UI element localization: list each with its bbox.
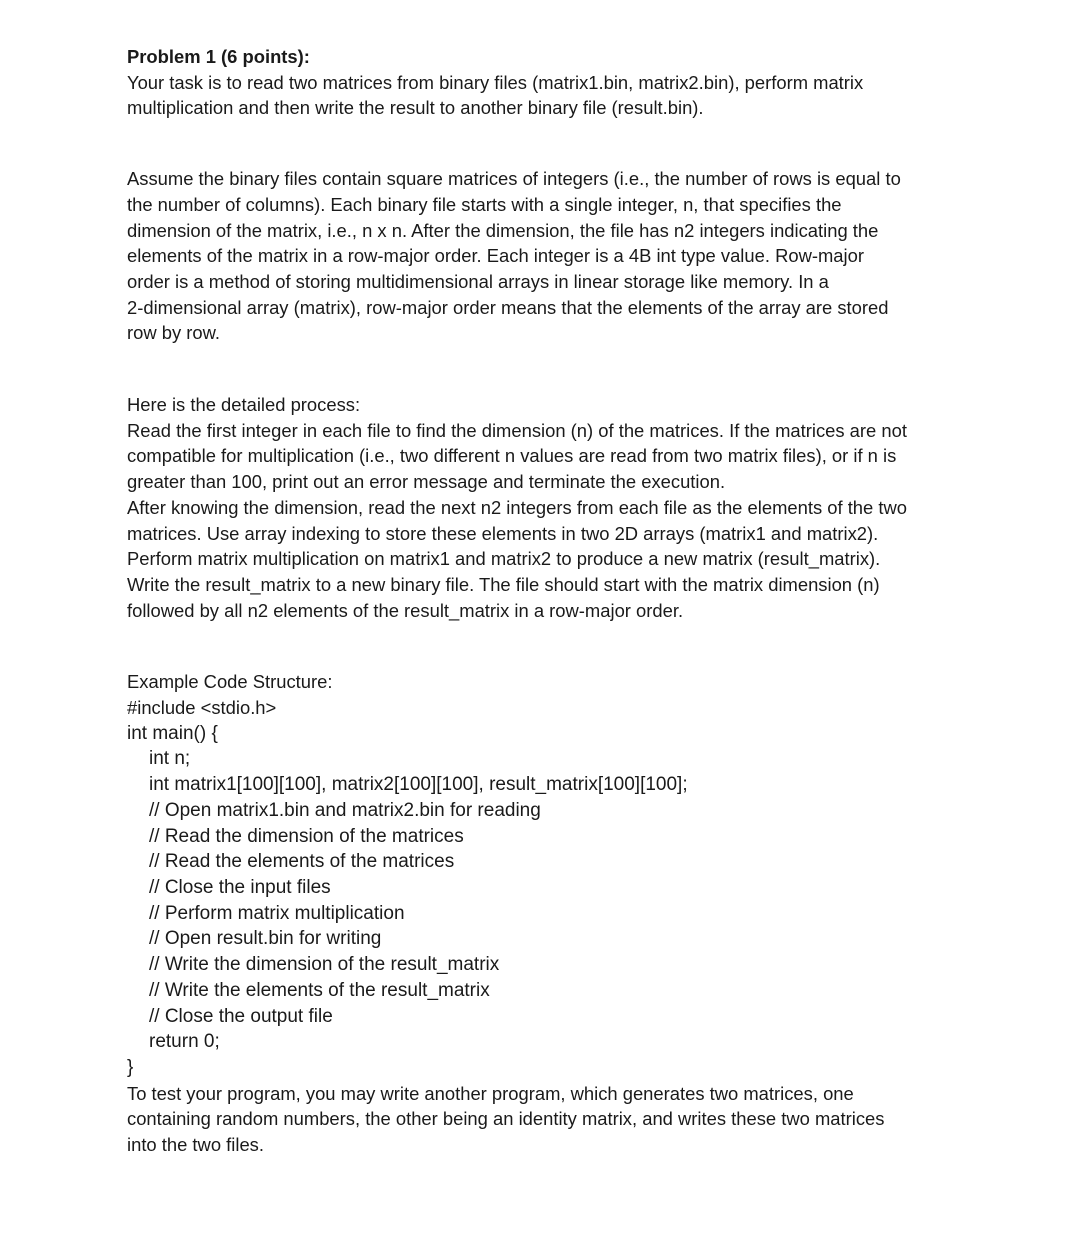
process-line: Write the result_matrix to a new binary file. The file should start with the matrix dimension (n) [127, 573, 880, 595]
code-line: int n; [149, 748, 191, 770]
process-line: followed by all n2 elements of the result_matrix in a row-major order. [127, 599, 684, 621]
assumption-line: 2-dimensional array (matrix), row-major order means that the elements of the array are stored [127, 296, 889, 318]
process-line: matrices. Use array indexing to store these elements in two 2D arrays (matrix1 and matrix2). [127, 522, 879, 544]
process-line: compatible for multiplication (i.e., two different n values are read from two matrix files), or if n is [127, 445, 897, 467]
testing-line: To test your program, you may write another program, which generates two matrices, one [127, 1082, 854, 1104]
code-line: // Open result.bin for writing [149, 928, 382, 950]
example-code-block [127, 669, 1027, 1080]
code-line: int matrix1[100][100], matrix2[100][100], result_matrix[100][100]; [149, 774, 688, 796]
code-main-open: int main() { [127, 722, 218, 744]
paragraph-gap [127, 346, 1027, 392]
paragraph-gap [127, 623, 1027, 669]
process-heading: Here is the detailed process: [127, 394, 361, 416]
problem-section [127, 44, 1027, 121]
intro-line: multiplication and then write the result to another binary file (result.bin). [127, 97, 704, 119]
code-line: return 0; [149, 1031, 220, 1053]
code-include: #include <stdio.h> [127, 697, 277, 719]
code-line: // Close the input files [149, 876, 331, 898]
code-line: // Write the elements of the result_matrix [149, 979, 490, 1001]
code-heading: Example Code Structure: [127, 671, 333, 693]
code-line: // Open matrix1.bin and matrix2.bin for reading [149, 799, 541, 821]
process-paragraph [127, 392, 1027, 623]
document-page [127, 44, 1027, 1158]
code-line: // Write the dimension of the result_matrix [149, 954, 500, 976]
problem-title: Problem 1 (6 points): [127, 46, 310, 67]
code-line: // Close the output file [149, 1005, 333, 1027]
assumption-line: row by row. [127, 322, 221, 344]
assumption-line: the number of columns). Each binary file starts with a single integer, n, that specifies the [127, 193, 842, 215]
paragraph-gap [127, 121, 1027, 166]
intro-line: Your task is to read two matrices from binary files (matrix1.bin, matrix2.bin), perform matrix [127, 71, 864, 93]
code-line: // Perform matrix multiplication [149, 902, 405, 924]
assumptions-paragraph [127, 166, 1027, 346]
process-line: Read the first integer in each file to find the dimension (n) of the matrices. If the matrices are not [127, 419, 907, 441]
testing-paragraph [127, 1081, 1027, 1158]
process-line: Perform matrix multiplication on matrix1 and matrix2 to produce a new matrix (result_matrix). [127, 548, 881, 570]
process-line: greater than 100, print out an error message and terminate the execution. [127, 471, 726, 493]
assumption-line: order is a method of storing multidimensional arrays in linear storage like memory. In a [127, 270, 829, 292]
testing-line: containing random numbers, the other being an identity matrix, and writes these two matrices [127, 1108, 885, 1130]
code-line: // Read the dimension of the matrices [149, 825, 464, 847]
assumption-line: elements of the matrix in a row-major order. Each integer is a 4B int type value. Row-major [127, 245, 864, 267]
assumption-line: Assume the binary files contain square matrices of integers (i.e., the number of rows is equal to [127, 168, 901, 190]
process-line: After knowing the dimension, read the next n2 integers from each file as the elements of the two [127, 496, 907, 518]
code-main-close: } [127, 1056, 134, 1078]
testing-line: into the two files. [127, 1134, 264, 1156]
code-line: // Read the elements of the matrices [149, 851, 455, 873]
assumption-line: dimension of the matrix, i.e., n x n. After the dimension, the file has n2 integers indicating the [127, 219, 879, 241]
